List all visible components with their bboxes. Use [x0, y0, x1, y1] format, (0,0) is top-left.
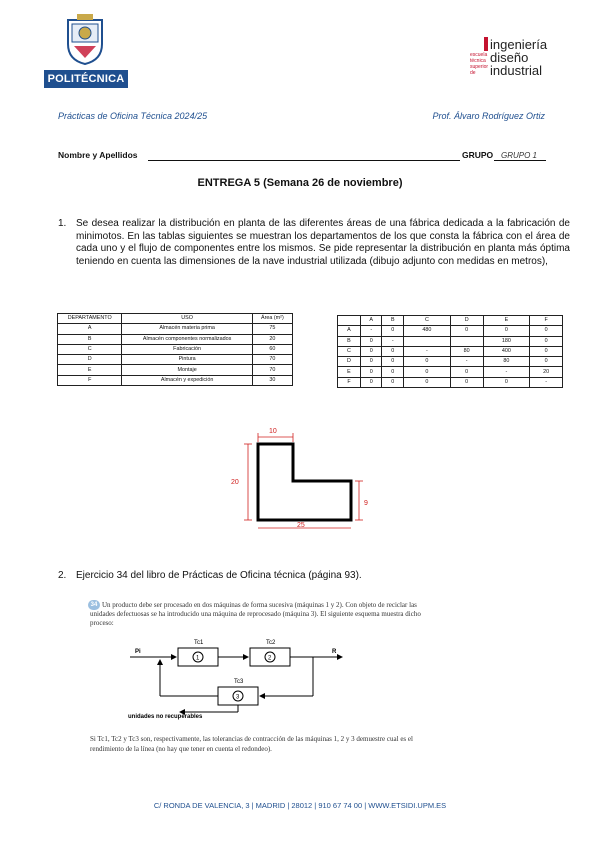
table-cell: 0: [530, 346, 563, 356]
table-cell: -: [382, 336, 404, 346]
etsidi-logo: [470, 34, 570, 84]
table-cell: E: [58, 365, 122, 375]
group-label: GRUPO: [462, 150, 494, 160]
col-header: USO: [122, 314, 252, 324]
upm-logo: [44, 14, 128, 88]
table-cell: 480: [404, 326, 451, 336]
col-header: E: [483, 316, 530, 326]
table-cell: 0: [382, 367, 404, 377]
table-row: [58, 375, 293, 385]
table-cell: 80: [450, 346, 483, 356]
table-cell: 0: [382, 357, 404, 367]
etsidi-sub: escuela técnica superior de: [470, 52, 489, 76]
table-cell: 0: [404, 357, 451, 367]
table-cell: 20: [252, 334, 292, 344]
table-cell: -: [450, 357, 483, 367]
table-cell: 400: [483, 346, 530, 356]
table-cell: 80: [483, 357, 530, 367]
page-title: ENTREGA 5 (Semana 26 de noviembre): [197, 177, 403, 189]
col-header: [338, 316, 361, 326]
process-diagram: [110, 630, 370, 722]
student-name-row: [58, 150, 548, 164]
table-row: [338, 336, 563, 346]
exercise-description-text: Un producto debe ser procesado en dos máquinas de forma sucesiva (máquinas 1 y 2). Con objeto de reciclar las unidades defectuosas se ha introducido una máquina de reprocesado (máquina 3). El siguiente esquema muestra dicho proceso:: [90, 601, 421, 627]
table-cell: -: [530, 377, 563, 387]
item-2: [58, 570, 362, 581]
table-cell: Montaje: [122, 365, 252, 375]
table-cell: Almacén materia prima: [122, 324, 252, 334]
table-cell: C: [338, 346, 361, 356]
dim-label-left: 20: [231, 479, 239, 486]
col-header: Área (m²): [252, 314, 292, 324]
table-cell: 0: [450, 377, 483, 387]
table-cell: D: [338, 357, 361, 367]
exercise-number-badge: 34: [88, 600, 100, 610]
table-cell: 180: [483, 336, 530, 346]
table-cell: D: [58, 355, 122, 365]
professor-name: Prof. Álvaro Rodríguez Ortiz: [432, 111, 545, 121]
col-header: A: [360, 316, 382, 326]
table-cell: B: [338, 336, 361, 346]
table-cell: Almacén componentes normalizados: [122, 334, 252, 344]
col-header: B: [382, 316, 404, 326]
table-row: [338, 367, 563, 377]
table-cell: Fabricación: [122, 344, 252, 354]
tc3-label: Tc3: [234, 679, 244, 685]
table-cell: B: [58, 334, 122, 344]
col-header: D: [450, 316, 483, 326]
table-cell: -: [360, 326, 382, 336]
col-header: DEPARTAMENTO: [58, 314, 122, 324]
table-row: [58, 365, 293, 375]
table-header-row: [58, 314, 293, 324]
table-row: [338, 326, 563, 336]
floor-plan-drawing: [225, 420, 385, 535]
table-cell: 0: [530, 326, 563, 336]
table-cell: C: [58, 344, 122, 354]
table-row: [338, 377, 563, 387]
etsidi-line-1: ingeniería: [490, 37, 548, 52]
input-label: Pi: [135, 649, 141, 655]
scrap-label: unidades no recuperables: [128, 714, 203, 720]
machine-2-label: 2: [268, 655, 272, 662]
flow-table: [337, 315, 563, 388]
table-cell: 0: [382, 346, 404, 356]
item-2-text: Ejercicio 34 del libro de Prácticas de Oficina técnica (página 93).: [76, 570, 362, 581]
table-cell: 0: [360, 357, 382, 367]
table-cell: Pintura: [122, 355, 252, 365]
table-row: [338, 346, 563, 356]
etsidi-line-3: industrial: [490, 63, 543, 78]
table-row: [58, 355, 293, 365]
col-header: C: [404, 316, 451, 326]
table-cell: 0: [483, 326, 530, 336]
table-cell: F: [58, 375, 122, 385]
upm-crest-icon: [62, 14, 108, 66]
table-cell: -: [404, 346, 451, 356]
table-cell: [404, 336, 451, 346]
table-row: [58, 334, 293, 344]
table-cell: 70: [252, 365, 292, 375]
table-row: [58, 344, 293, 354]
table-cell: 0: [483, 377, 530, 387]
table-header-row: [338, 316, 563, 326]
table-cell: 0: [360, 367, 382, 377]
table-cell: [450, 336, 483, 346]
table-cell: 70: [252, 355, 292, 365]
table-cell: E: [338, 367, 361, 377]
table-cell: 0: [530, 336, 563, 346]
table-cell: 0: [450, 326, 483, 336]
table-cell: 30: [252, 375, 292, 385]
table-cell: 0: [382, 326, 404, 336]
table-cell: 0: [530, 357, 563, 367]
exercise-conclusion: Si Tc1, Tc2 y Tc3 son, respectivamente, las tolerancias de contracción de las máquinas 1, 2 y 3 demuestre cual es el rendimiento de la línea (no hay que tener en cuenta el redondeo).: [90, 735, 413, 753]
item-1-number: 1.: [58, 218, 67, 229]
table-row: [338, 357, 563, 367]
page-footer: C/ RONDA DE VALENCIA, 3 | MADRID | 28012 | 910 67 74 00 | WWW.ETSIDI.UPM.ES: [153, 801, 447, 810]
table-cell: 0: [360, 377, 382, 387]
table-cell: 0: [382, 377, 404, 387]
table-cell: 0: [450, 367, 483, 377]
etsidi-bar: [484, 37, 488, 51]
table-cell: -: [483, 367, 530, 377]
table-cell: 60: [252, 344, 292, 354]
name-label: Nombre y Apellidos: [58, 150, 138, 160]
dim-label-right: 9: [364, 500, 368, 507]
table-cell: 75: [252, 324, 292, 334]
dim-label-top: 10: [269, 428, 277, 435]
table-cell: 20: [530, 367, 563, 377]
machine-3-label: 3: [236, 694, 240, 701]
name-input-line[interactable]: [148, 160, 460, 161]
table-cell: A: [338, 326, 361, 336]
table-row: [58, 324, 293, 334]
col-header: F: [530, 316, 563, 326]
item-2-number: 2.: [58, 570, 67, 581]
table-cell: 0: [360, 336, 382, 346]
tc1-label: Tc1: [194, 640, 204, 646]
table-cell: Almacén y expedición: [122, 375, 252, 385]
output-label: R: [332, 649, 337, 655]
exercise-description: [90, 601, 430, 628]
group-value: GRUPO 1: [501, 151, 538, 160]
department-table: [57, 313, 293, 386]
item-1-text: Se desea realizar la distribución en planta de las diferentes áreas de una fábrica dedicada a la fabricación de minimotos. En las tablas siguientes se muestran los departamentos de los que consta la fábrica con el área de cada uno y el flujo de componentes entre los mismos. Se pide representar la distribución en planta más óptima teniendo en cuenta las dimensiones de la nave industrial utilizada (dibujo adjunto con medidas en metros),: [76, 218, 570, 267]
upm-banner: POLITÉCNICA: [44, 70, 128, 88]
table-cell: 0: [404, 377, 451, 387]
table-cell: F: [338, 377, 361, 387]
dim-label-bottom: 25: [297, 522, 305, 529]
course-title: Prácticas de Oficina Técnica 2024/25: [58, 111, 208, 121]
floor-plan-outline: [258, 444, 351, 520]
table-cell: 0: [404, 367, 451, 377]
tc2-label: Tc2: [266, 640, 276, 646]
etsidi-line-2: diseño: [490, 50, 529, 65]
group-input-line[interactable]: [494, 160, 546, 161]
machine-1-label: 1: [196, 655, 200, 662]
table-cell: A: [58, 324, 122, 334]
table-cell: 0: [360, 346, 382, 356]
